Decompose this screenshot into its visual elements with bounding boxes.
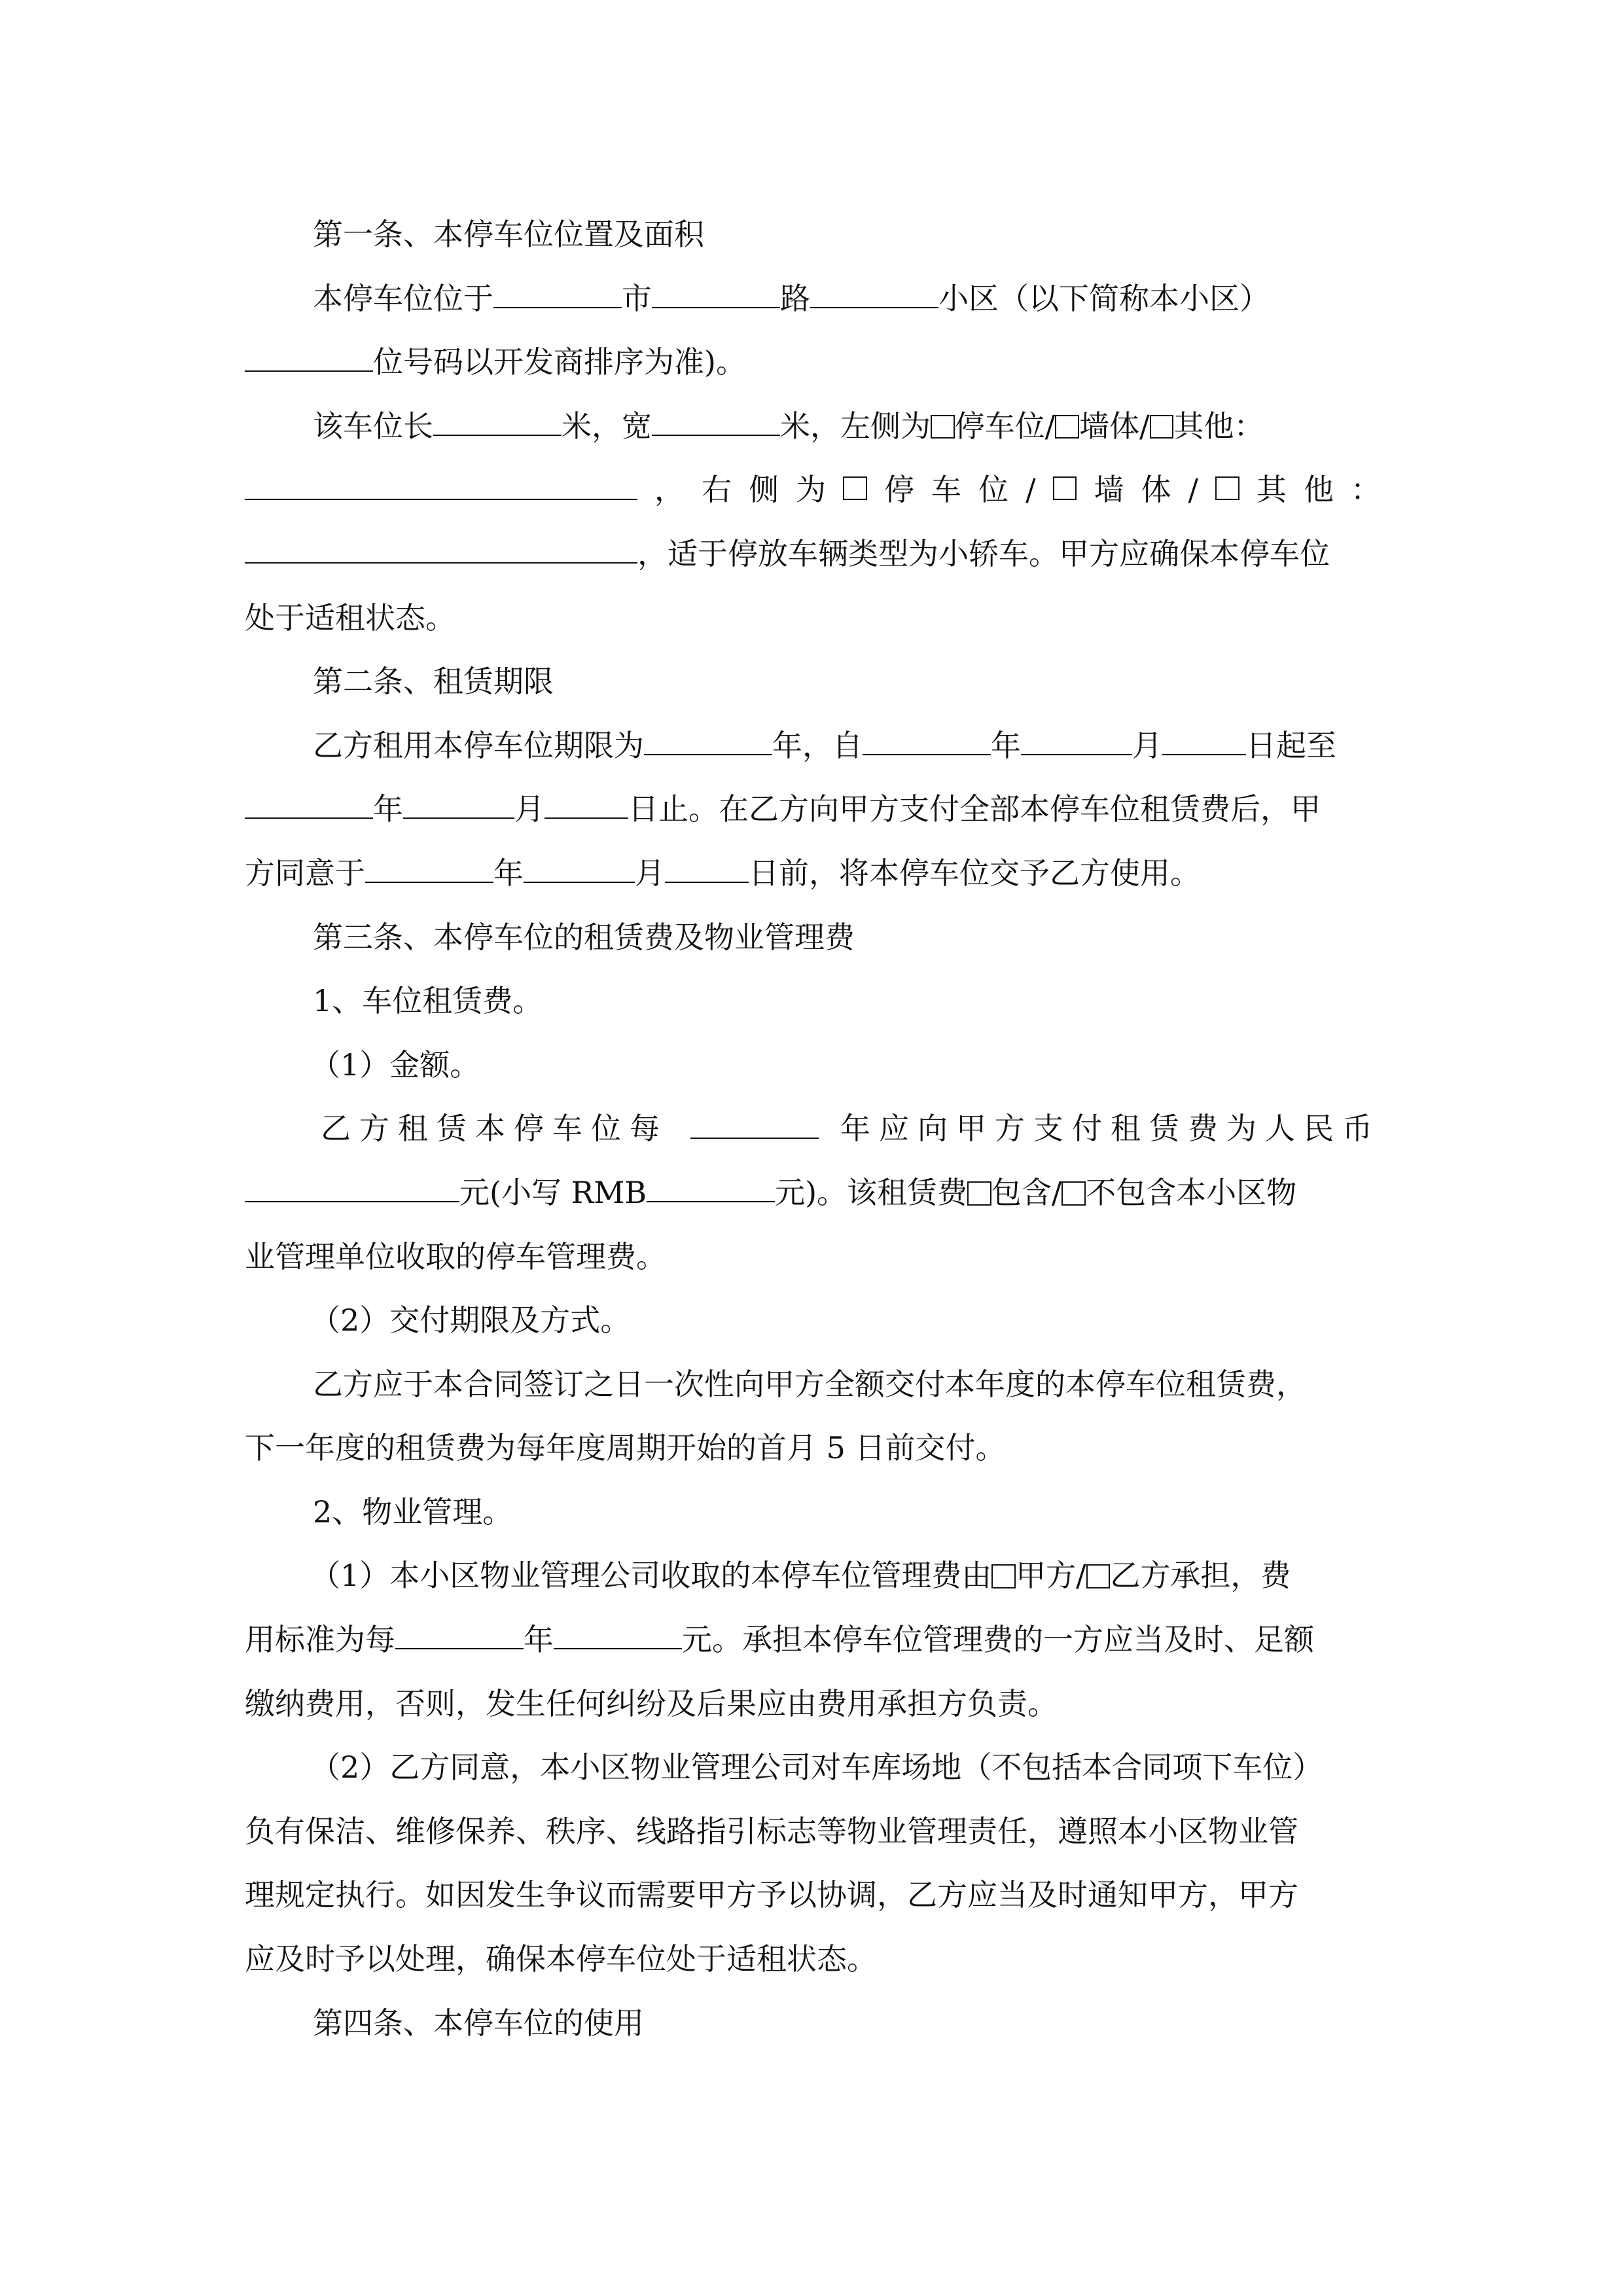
party-b-bears-checkbox[interactable]: [1086, 1564, 1111, 1588]
article-2-heading: 第二条、租赁期限: [313, 664, 554, 700]
left-other-checkbox[interactable]: [1150, 415, 1174, 439]
article-2-line-1: 乙方租用本停车位期限为 年，自 年 月 日起至: [313, 727, 1336, 763]
amount-rmb-numeric-blank[interactable]: [647, 1201, 775, 1202]
right-other-checkbox[interactable]: [1215, 476, 1240, 501]
left-wall-checkbox[interactable]: [1055, 415, 1079, 439]
article-1-line-2: 位号码以开发商排序为准)。: [245, 331, 1381, 395]
contract-page: [245, 203, 1381, 2055]
agreement-line-3: 理规定执行。如因发生争议而需要甲方予以协调，乙方应当及时通知甲方，甲方: [245, 1877, 1298, 1913]
city-blank[interactable]: [493, 307, 622, 308]
amount-line-1: 乙方租赁本停车位每 年应向甲方支付租赁费为人民币: [321, 1111, 1381, 1147]
include-fee-checkbox[interactable]: [967, 1181, 991, 1206]
right-wall-checkbox[interactable]: [1053, 476, 1077, 501]
article-1-line-1: 本停车位位于 市 路 小区（以下简称本小区）: [313, 280, 1270, 316]
handover-day-blank[interactable]: [665, 882, 749, 883]
end-day-blank[interactable]: [544, 817, 628, 819]
amount-line-3: 业管理单位收取的停车管理费。: [245, 1238, 666, 1274]
sub-2-heading: （2）交付期限及方式。: [310, 1302, 631, 1338]
handover-year-blank[interactable]: [365, 882, 493, 883]
payment-line-1: 乙方应于本合同签订之日一次性向甲方全额交付本年度的本停车位租赁费，: [313, 1366, 1306, 1402]
space-number-blank[interactable]: [245, 370, 373, 372]
article-1-line-5: ，适于停放车辆类型为小轿车。甲方应确保本停车位: [245, 522, 1381, 586]
party-a-bears-checkbox[interactable]: [991, 1564, 1016, 1588]
property-line-3: 缴纳费用，否则，发生任何纠纷及后果应由费用承担方负责。: [245, 1685, 1058, 1721]
start-day-blank[interactable]: [1162, 754, 1246, 755]
property-line-2: 用标准为每 年 元。承担本停车位管理费的一方应当及时、足额: [245, 1622, 1314, 1658]
article-3-heading: 第三条、本停车位的租赁费及物业管理费: [313, 919, 855, 955]
article-4-heading: 第四条、本停车位的使用: [313, 2005, 644, 2041]
sub-1-heading: （1）金额。: [310, 1047, 480, 1083]
community-blank[interactable]: [810, 307, 938, 308]
article-1-line-6: 处于适租状态。: [245, 600, 455, 636]
amount-rmb-blank[interactable]: [245, 1201, 459, 1202]
length-blank[interactable]: [433, 435, 562, 436]
exclude-fee-checkbox[interactable]: [1061, 1181, 1086, 1206]
article-2-line-3: 方同意于 年 月 日前，将本停车位交予乙方使用。: [245, 855, 1200, 891]
item-2-heading: 2、物业管理。: [313, 1494, 513, 1530]
fee-amount-blank[interactable]: [554, 1648, 682, 1649]
property-line-1: （1）本小区物业管理公司收取的本停车位管理费由 甲方/ 乙方承担，费: [310, 1558, 1291, 1594]
article-1-line-3: 该车位长 米，宽 米，左侧为 停车位/ 墙体/ 其他：: [313, 408, 1264, 444]
agreement-line-2: 负有保洁、维修保养、秩序、线路指引标志等物业管理责任，遵照本小区物业管: [245, 1813, 1298, 1849]
payment-period-blank[interactable]: [690, 1138, 819, 1139]
article-1-line-4: ， 右 侧 为 停 车 位 / 墙 体 / 其 他 ：: [245, 458, 1381, 522]
article-2-line-2: 年 月 日止。在乙方向甲方支付全部本停车位租赁费后，甲: [245, 778, 1381, 842]
article-1-heading: 第一条、本停车位位置及面积: [313, 217, 704, 252]
start-month-blank[interactable]: [1021, 754, 1132, 755]
width-blank[interactable]: [652, 435, 780, 436]
left-parking-checkbox[interactable]: [931, 415, 955, 439]
start-year-blank[interactable]: [863, 754, 991, 755]
lease-years-blank[interactable]: [644, 754, 772, 755]
right-parking-checkbox[interactable]: [843, 476, 867, 501]
agreement-line-1: （2）乙方同意，本小区物业管理公司对车库场地（不包括本合同项下车位）: [310, 1749, 1323, 1785]
payment-line-2: 下一年度的租赁费为每年度周期开始的首月 5 日前交付。: [245, 1430, 1006, 1466]
end-year-blank[interactable]: [245, 817, 373, 819]
left-other-blank[interactable]: [245, 499, 637, 500]
agreement-line-4: 应及时予以处理，确保本停车位处于适租状态。: [245, 1941, 877, 1977]
end-month-blank[interactable]: [403, 817, 514, 819]
item-1-heading: 1、车位租赁费。: [313, 983, 543, 1019]
handover-month-blank[interactable]: [524, 882, 635, 883]
road-blank[interactable]: [652, 307, 780, 308]
amount-line-2: 元(小写 RMB 元)。该租赁费 包含/ 不包含本小区物: [245, 1161, 1381, 1225]
right-other-blank[interactable]: [245, 562, 637, 564]
fee-period-blank[interactable]: [395, 1648, 524, 1649]
